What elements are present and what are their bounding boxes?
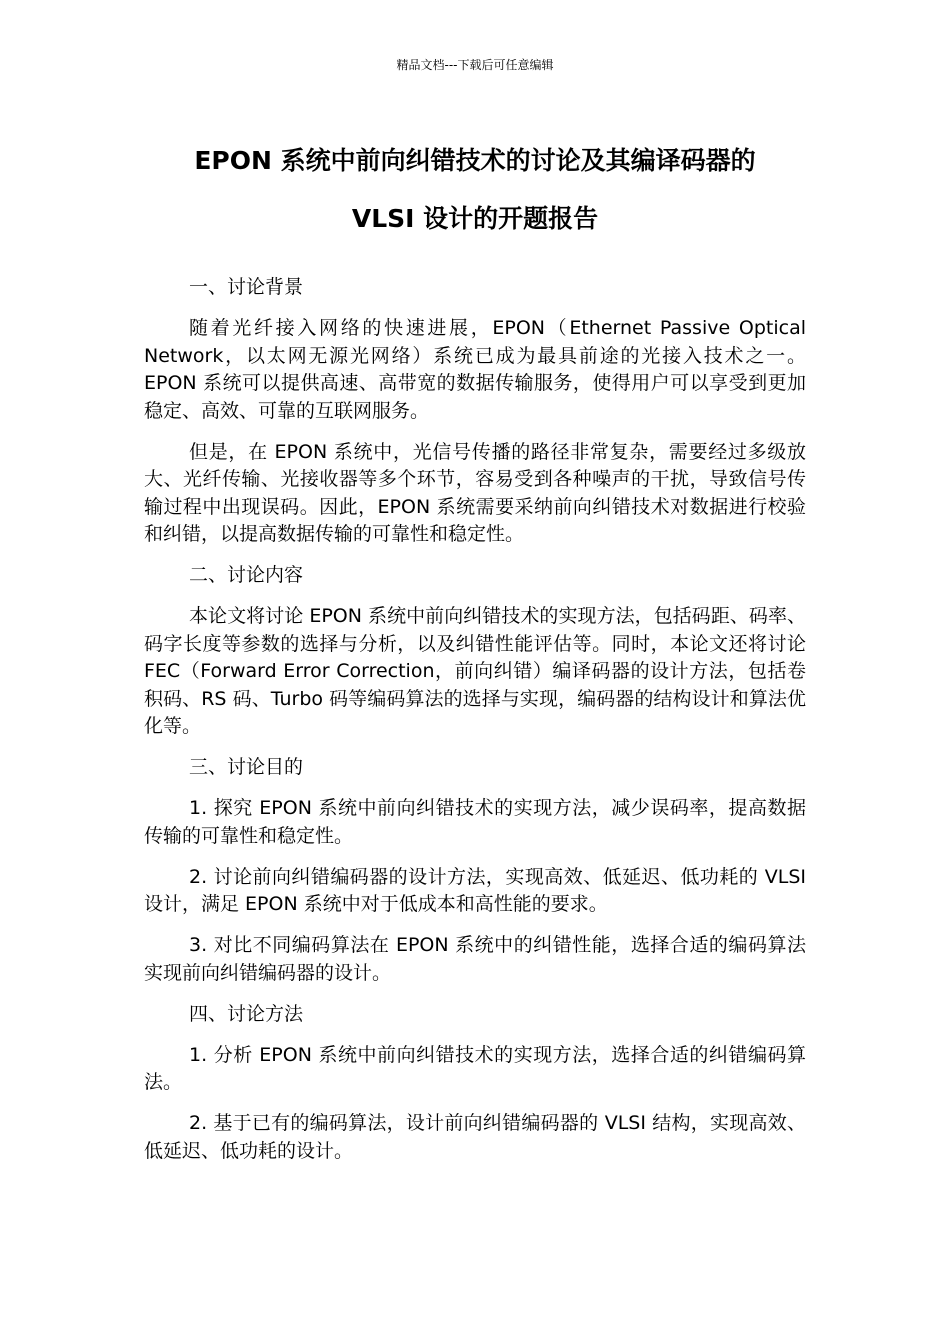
list-item: 2. 讨论前向纠错编码器的设计方法，实现高效、低延迟、低功耗的 VLSI 设计，满足 EPON 系统中对于低成本和高性能的要求。 (144, 865, 806, 915)
list-item: 1. 探究 EPON 系统中前向纠错技术的实现方法，减少误码率，提高数据传输的可靠性和稳定性。 (144, 797, 806, 847)
header-note: 精品文档---下载后可任意编辑 (396, 58, 554, 72)
section-heading-purpose: 三、讨论目的 (189, 756, 304, 778)
paragraph: 随着光纤接入网络的快速进展，EPON（Ethernet Passive Optical Network，以太网无源光网络）系统已成为最具前途的光接入技术之一。EPON 系统可以提供高速、高带宽的数据传输服务，使得用户可以享受到更加稳定、高效、可靠的互联网服务。 (144, 317, 806, 422)
list-item: 1. 分析 EPON 系统中前向纠错技术的实现方法，选择合适的纠错编码算法。 (144, 1043, 806, 1093)
paragraph: 本论文将讨论 EPON 系统中前向纠错技术的实现方法，包括码距、码率、码字长度等参数的选择与分析，以及纠错性能评估等。同时，本论文还将讨论 FEC（Forward Error Correction，前向纠错）编译码器的设计方法，包括卷积码、RS 码、Turbo 码等编码算法的选择与实现，编码器的结构设计和算法优化等。 (144, 605, 806, 737)
section-heading-method: 四、讨论方法 (189, 1002, 304, 1025)
section-heading-background: 一、讨论背景 (189, 276, 304, 298)
list-item: 2. 基于已有的编码算法，设计前向纠错编码器的 VLSI 结构，实现高效、低延迟、低功耗的设计。 (144, 1112, 806, 1162)
title-line-2: VLSI 设计的开题报告 (351, 204, 599, 233)
document-body (144, 274, 806, 1179)
section-heading-content: 二、讨论内容 (189, 564, 304, 586)
title-line-1: EPON 系统中前向纠错技术的讨论及其编译码器的 (194, 146, 756, 175)
paragraph: 但是，在 EPON 系统中，光信号传播的路径非常复杂，需要经过多级放大、光纤传输、光接收器等多个环节，容易受到各种噪声的干扰，导致信号传输过程中出现误码。因此，EPON 系统需要采纳前向纠错技术对数据进行校验和纠错，以提高数据传输的可靠性和稳定性。 (144, 440, 806, 545)
document-title (100, 132, 850, 248)
list-item: 3. 对比不同编码算法在 EPON 系统中的纠错性能，选择合适的编码算法实现前向纠错编码器的设计。 (144, 934, 806, 984)
